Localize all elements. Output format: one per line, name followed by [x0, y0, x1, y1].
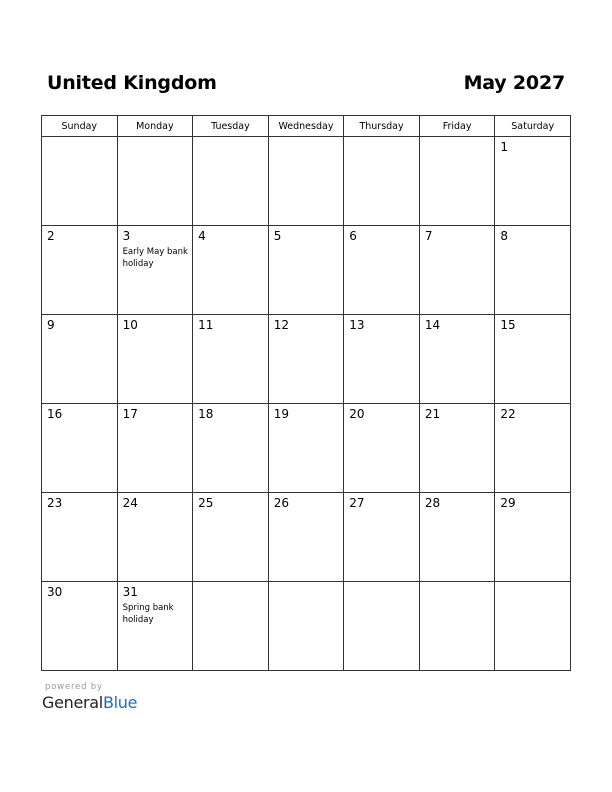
- day-cell: [193, 493, 269, 582]
- day-cell: [193, 582, 269, 671]
- brand-part-blue: Blue: [102, 693, 138, 712]
- day-number: 8: [500, 229, 509, 243]
- day-cell: [193, 137, 269, 226]
- brand-logo: [42, 693, 137, 712]
- day-number: 29: [500, 496, 516, 510]
- day-cell: [268, 137, 344, 226]
- day-cell: [42, 315, 118, 404]
- day-cell: [193, 315, 269, 404]
- day-number: 28: [424, 496, 441, 510]
- day-cell: [42, 404, 118, 493]
- day-cell: [344, 226, 420, 315]
- day-number: 2: [47, 229, 55, 243]
- day-cell: [268, 226, 344, 315]
- day-number: [269, 582, 344, 586]
- day-number: 30: [47, 585, 63, 599]
- day-number: 23: [47, 496, 63, 510]
- day-number: 25: [198, 496, 214, 510]
- day-cell: [268, 582, 344, 671]
- day-number: 12: [273, 318, 289, 332]
- day-number: 9: [47, 318, 55, 332]
- day-number: 26: [273, 496, 289, 510]
- day-number: 21: [424, 407, 441, 421]
- calendar-week-row: [42, 493, 571, 582]
- day-cell: [268, 493, 344, 582]
- weekday-monday: Monday: [117, 116, 193, 137]
- day-number: [42, 137, 117, 141]
- day-cell: [419, 493, 495, 582]
- day-number: [420, 582, 495, 586]
- weekday-saturday: Saturday: [495, 116, 571, 137]
- day-number: 19: [273, 407, 289, 421]
- weekday-wednesday: Wednesday: [268, 116, 344, 137]
- day-number: 4: [198, 229, 206, 243]
- day-cell: [495, 137, 571, 226]
- day-cell: [419, 404, 495, 493]
- day-cell: [117, 137, 193, 226]
- day-cell: [193, 226, 269, 315]
- brand-part-general: General: [42, 693, 103, 712]
- day-cell: [117, 493, 193, 582]
- day-number: [344, 582, 419, 586]
- day-cell: [419, 315, 495, 404]
- weekday-sunday: Sunday: [42, 116, 118, 137]
- day-cell: [419, 582, 495, 671]
- calendar-week-row: [42, 315, 571, 404]
- month-title: May 2027: [463, 72, 565, 94]
- day-cell: [193, 404, 269, 493]
- day-cell: [495, 226, 571, 315]
- day-number: 10: [122, 318, 138, 332]
- day-number: [193, 137, 268, 141]
- holiday-note: Early May bank holiday: [122, 247, 188, 269]
- country-title: United Kingdom: [47, 72, 217, 94]
- day-number: 27: [349, 496, 365, 510]
- day-number: 24: [122, 496, 138, 510]
- day-cell: [344, 315, 420, 404]
- day-cell: [344, 137, 420, 226]
- day-number: [118, 137, 193, 141]
- day-cell: [419, 226, 495, 315]
- day-cell: [117, 315, 193, 404]
- day-cell: [419, 137, 495, 226]
- powered-by-text: powered by: [45, 682, 103, 692]
- day-cell: [117, 226, 193, 315]
- day-cell: [495, 404, 571, 493]
- day-number: 11: [198, 318, 214, 332]
- day-number: 22: [500, 407, 516, 421]
- day-cell: [117, 404, 193, 493]
- day-number: 5: [273, 229, 282, 243]
- day-cell: [495, 582, 571, 671]
- day-cell: [42, 226, 118, 315]
- day-number: 31: [122, 585, 138, 599]
- day-number: 7: [424, 229, 433, 243]
- weekday-tuesday: Tuesday: [193, 116, 269, 137]
- day-number: 20: [349, 407, 365, 421]
- calendar-week-row: [42, 582, 571, 671]
- day-cell: [42, 582, 118, 671]
- day-number: 6: [349, 229, 357, 243]
- day-number: 17: [122, 407, 138, 421]
- day-cell: [495, 315, 571, 404]
- day-number: [344, 137, 419, 141]
- day-cell: [268, 315, 344, 404]
- calendar-week-row: [42, 137, 571, 226]
- day-number: 3: [122, 229, 131, 243]
- day-number: 1: [500, 140, 509, 154]
- day-cell: [344, 404, 420, 493]
- day-cell: [344, 582, 420, 671]
- day-number: 13: [349, 318, 365, 332]
- holiday-note: Spring bank holiday: [122, 603, 174, 625]
- weekday-thursday: Thursday: [344, 116, 420, 137]
- weekday-header-row: [42, 116, 571, 137]
- calendar-week-row: [42, 226, 571, 315]
- day-cell: [42, 137, 118, 226]
- calendar-grid: [41, 115, 571, 671]
- day-number: 18: [198, 407, 214, 421]
- day-cell: [495, 493, 571, 582]
- calendar-week-row: [42, 404, 571, 493]
- day-number: 15: [500, 318, 516, 332]
- day-number: [495, 582, 570, 586]
- day-cell: [268, 404, 344, 493]
- day-cell: [344, 493, 420, 582]
- day-number: [193, 582, 268, 586]
- day-number: [420, 137, 495, 141]
- day-number: 14: [424, 318, 441, 332]
- day-number: 16: [47, 407, 63, 421]
- day-cell: [117, 582, 193, 671]
- weekday-friday: Friday: [419, 116, 495, 137]
- day-cell: [42, 493, 118, 582]
- day-number: [269, 137, 344, 141]
